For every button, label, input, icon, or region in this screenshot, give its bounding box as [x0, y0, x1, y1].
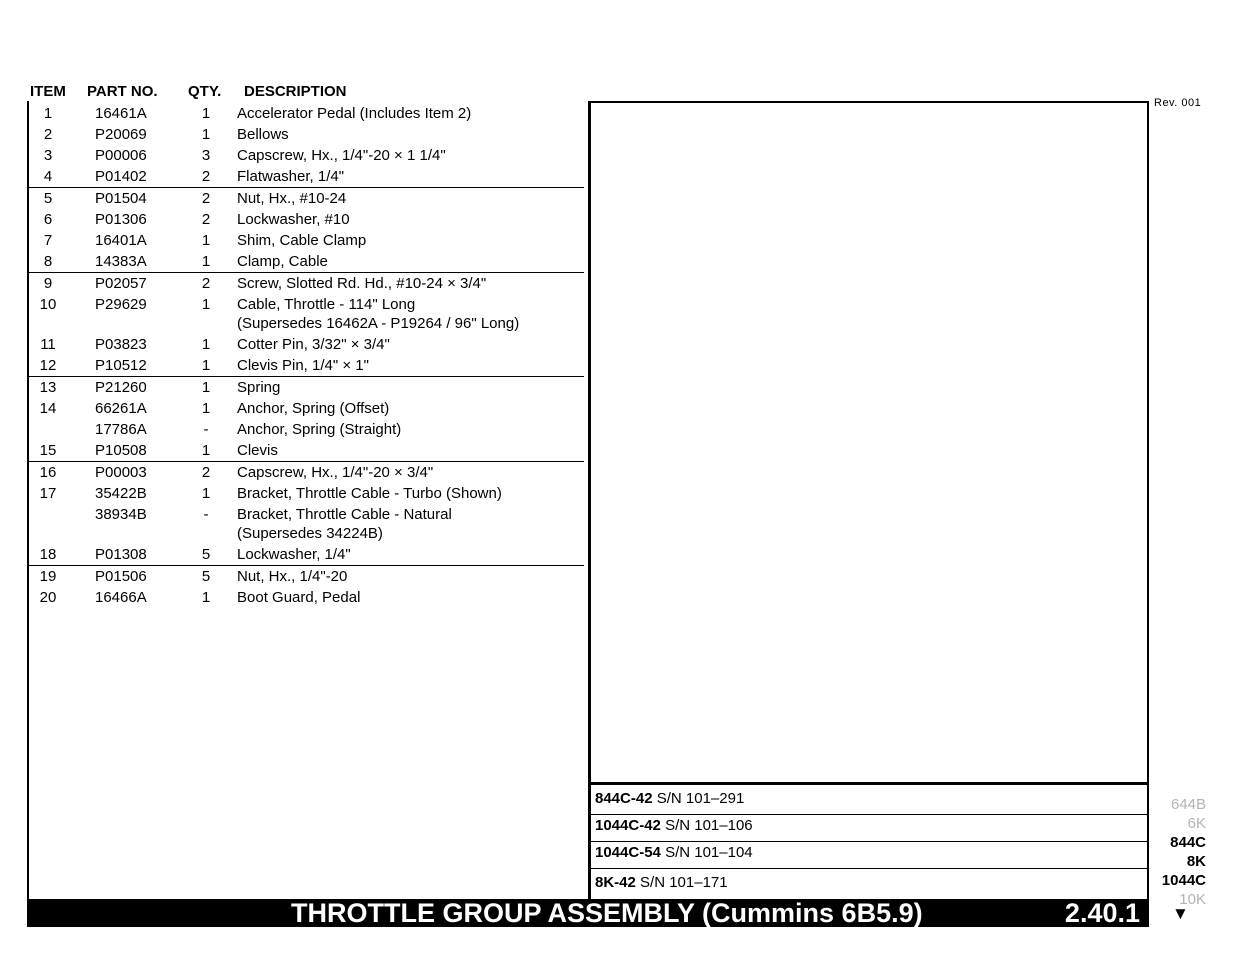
quantity: 1	[201, 589, 211, 606]
part-number: 35422B	[95, 485, 147, 502]
description	[237, 252, 584, 271]
item-number: 18	[39, 546, 57, 563]
quantity: 2	[201, 464, 211, 481]
description	[237, 104, 584, 123]
description-line: Shim, Cable Clamp	[237, 232, 367, 249]
part-number: 38934B	[95, 506, 147, 523]
serial-row	[590, 842, 1149, 869]
table-row	[29, 124, 584, 145]
description	[237, 210, 584, 229]
header-description: DESCRIPTION	[244, 83, 347, 100]
part-number: 16461A	[95, 105, 147, 122]
table-row	[29, 103, 584, 124]
table-row	[29, 544, 584, 565]
description-line: Lockwasher, #10	[237, 211, 350, 228]
part-number: 16466A	[95, 589, 147, 606]
item-number: 15	[39, 442, 57, 459]
description-line: (Supersedes 34224B)	[237, 525, 383, 542]
quantity: -	[203, 506, 209, 523]
description	[237, 420, 584, 439]
serial-range: S/N 101–291	[656, 790, 745, 807]
table-row	[29, 398, 584, 419]
illustration-panel	[588, 101, 1149, 785]
description-line: Nut, Hx., 1/4"-20	[237, 568, 348, 585]
description-line: Spring	[237, 379, 281, 396]
title-bar	[27, 899, 1149, 927]
item-number: 14	[39, 400, 57, 417]
part-number: P21260	[95, 379, 147, 396]
description-line: Bellows	[237, 126, 289, 143]
item-number: 5	[43, 190, 53, 207]
quantity: 2	[201, 168, 211, 185]
item-number: 16	[39, 464, 57, 481]
revision-label: Rev. 001	[1154, 97, 1202, 109]
description-line: Lockwasher, 1/4"	[237, 546, 351, 563]
description-line: Screw, Slotted Rd. Hd., #10-24 × 3/4"	[237, 275, 487, 292]
serial-range: S/N 101–104	[665, 844, 753, 861]
description	[237, 378, 584, 397]
quantity: 1	[201, 485, 211, 502]
part-number: 14383A	[95, 253, 147, 270]
description	[237, 463, 584, 482]
next-page-arrow-icon[interactable]: ▼	[1172, 904, 1189, 923]
part-number: P20069	[95, 126, 147, 143]
description-line: Bracket, Throttle Cable - Turbo (Shown)	[237, 485, 502, 502]
description-line: Bracket, Throttle Cable - Natural	[237, 506, 452, 523]
quantity: 5	[201, 568, 211, 585]
part-number: P03823	[95, 336, 147, 353]
table-row	[29, 145, 584, 166]
table-row	[29, 504, 584, 544]
item-number: 1	[43, 105, 53, 122]
description	[237, 125, 584, 144]
item-number: 20	[39, 589, 57, 606]
description	[237, 274, 584, 293]
quantity: 2	[201, 275, 211, 292]
quantity: 1	[201, 126, 211, 143]
description	[237, 505, 584, 543]
quantity: 1	[201, 253, 211, 270]
part-number: P01308	[95, 546, 147, 563]
description	[237, 356, 584, 375]
description-line: Boot Guard, Pedal	[237, 589, 361, 606]
column-headers	[30, 83, 590, 101]
table-row	[29, 419, 584, 440]
table-row	[29, 187, 584, 209]
table-row	[29, 251, 584, 272]
quantity: 2	[201, 190, 211, 207]
item-number: 7	[43, 232, 53, 249]
part-number: P01306	[95, 211, 147, 228]
quantity: 2	[201, 211, 211, 228]
quantity: 1	[201, 105, 211, 122]
part-number: P10508	[95, 442, 147, 459]
quantity: 1	[201, 442, 211, 459]
model-name: 1044C-42	[595, 817, 661, 834]
table-row	[29, 294, 584, 334]
table-row	[29, 209, 584, 230]
item-number: 12	[39, 357, 57, 374]
part-number: P00003	[95, 464, 147, 481]
model-index-item[interactable]: 844C	[1170, 834, 1206, 851]
section-number: 2.40.1	[1064, 898, 1140, 928]
serial-text	[595, 817, 753, 834]
model-index-item[interactable]: 644B	[1170, 796, 1206, 813]
table-row	[29, 376, 584, 398]
model-index-item[interactable]: 8K	[1186, 853, 1206, 870]
table-row	[29, 461, 584, 483]
description-line: (Supersedes 16462A - P19264 / 96" Long)	[237, 315, 520, 332]
item-number: 2	[43, 126, 53, 143]
description	[237, 189, 584, 208]
part-number: P02057	[95, 275, 147, 292]
quantity: 5	[201, 546, 211, 563]
quantity: 3	[201, 147, 211, 164]
table-row	[29, 272, 584, 294]
item-number: 19	[39, 568, 57, 585]
table-row	[29, 355, 584, 376]
serial-text	[595, 844, 753, 861]
item-number: 4	[43, 168, 53, 185]
table-row	[29, 334, 584, 355]
header-item: ITEM	[30, 83, 66, 100]
description	[237, 588, 584, 607]
model-index-item[interactable]: 1044C	[1161, 872, 1206, 889]
serial-range: S/N 101–106	[665, 817, 753, 834]
model-name: 1044C-54	[595, 844, 661, 861]
serial-text	[595, 874, 728, 891]
table-row	[29, 587, 584, 608]
model-name: 844C-42	[595, 790, 653, 807]
description	[237, 167, 584, 186]
description	[237, 567, 584, 586]
part-number: P10512	[95, 357, 147, 374]
part-number: 17786A	[95, 421, 147, 438]
model-index	[1152, 795, 1206, 909]
part-number: P00006	[95, 147, 147, 164]
part-number: P29629	[95, 296, 147, 313]
description	[237, 399, 584, 418]
serial-range: S/N 101–171	[640, 874, 728, 891]
description-line: Clevis	[237, 442, 278, 459]
serial-number-list	[590, 788, 1149, 899]
model-index-item[interactable]: 6K	[1187, 815, 1206, 832]
header-part-no: PART NO.	[87, 83, 158, 100]
model-name: 8K-42	[595, 874, 636, 891]
description-line: Clevis Pin, 1/4" × 1"	[237, 357, 369, 374]
quantity: 1	[201, 232, 211, 249]
description	[237, 545, 584, 564]
table-row	[29, 483, 584, 504]
description-line: Capscrew, Hx., 1/4"-20 × 3/4"	[237, 464, 434, 481]
model-index-item[interactable]: 10K	[1179, 891, 1206, 908]
description	[237, 335, 584, 354]
description-line: Flatwasher, 1/4"	[237, 168, 345, 185]
description-line: Cotter Pin, 3/32" × 3/4"	[237, 336, 390, 353]
part-number: 66261A	[95, 400, 147, 417]
serial-row	[590, 869, 1149, 899]
part-number: 16401A	[95, 232, 147, 249]
description-line: Capscrew, Hx., 1/4"-20 × 1 1/4"	[237, 147, 446, 164]
item-number: 11	[40, 336, 56, 353]
description	[237, 295, 584, 333]
description-line: Cable, Throttle - 114" Long	[237, 296, 416, 313]
quantity: 1	[201, 400, 211, 417]
quantity: 1	[201, 379, 211, 396]
table-row	[29, 565, 584, 587]
part-number: P01504	[95, 190, 147, 207]
description	[237, 484, 584, 503]
serial-text	[595, 790, 744, 807]
parts-table	[29, 103, 584, 608]
item-number: 6	[43, 211, 53, 228]
item-number: 3	[43, 147, 53, 164]
description-line: Anchor, Spring (Straight)	[237, 421, 402, 438]
part-number: P01402	[95, 168, 147, 185]
description	[237, 146, 584, 165]
description	[237, 441, 584, 460]
description-line: Anchor, Spring (Offset)	[237, 400, 390, 417]
item-number: 17	[39, 485, 57, 502]
description-line: Accelerator Pedal (Includes Item 2)	[237, 105, 472, 122]
item-number: 10	[39, 296, 57, 313]
parts-list-panel	[27, 101, 590, 901]
header-qty: QTY.	[188, 83, 222, 100]
table-row	[29, 440, 584, 461]
quantity: 1	[201, 296, 211, 313]
item-number: 8	[43, 253, 53, 270]
table-row	[29, 166, 584, 187]
page-title: THROTTLE GROUP ASSEMBLY (Cummins 6B5.9)	[291, 898, 923, 928]
quantity: 1	[201, 357, 211, 374]
description	[237, 231, 584, 250]
item-number: 13	[39, 379, 57, 396]
part-number: P01506	[95, 568, 147, 585]
serial-row	[590, 788, 1149, 815]
item-number: 9	[43, 275, 53, 292]
quantity: -	[203, 421, 209, 438]
serial-row	[590, 815, 1149, 842]
quantity: 1	[201, 336, 211, 353]
description-line: Clamp, Cable	[237, 253, 328, 270]
table-row	[29, 230, 584, 251]
description-line: Nut, Hx., #10-24	[237, 190, 347, 207]
